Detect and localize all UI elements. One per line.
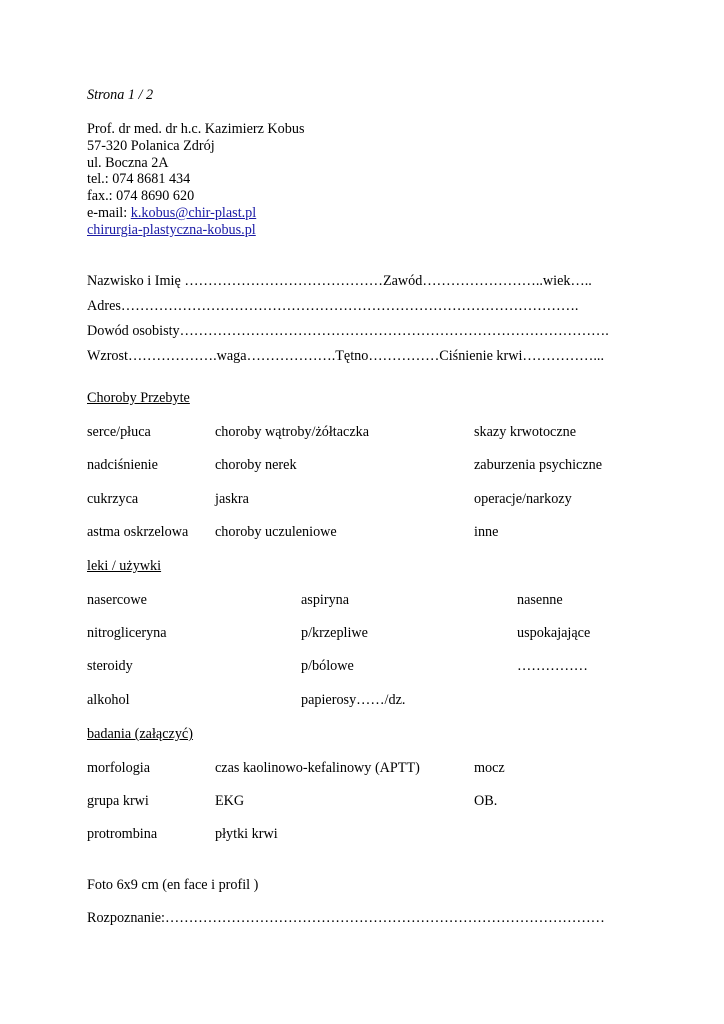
list-item: …………… xyxy=(517,658,588,674)
email-line xyxy=(87,205,256,222)
list-item: skazy krwotoczne xyxy=(474,424,577,440)
photo-requirement: Foto 6x9 cm (en face i profil ) xyxy=(87,877,259,893)
list-item: protrombina xyxy=(87,826,158,842)
list-item: nasenne xyxy=(517,592,563,608)
list-item: choroby uczuleniowe xyxy=(215,524,337,540)
list-item: operacje/narkozy xyxy=(474,491,572,507)
form-field-id[interactable]: Dowód osobisty………………………………………………………………………………. xyxy=(87,323,609,339)
list-item: aspiryna xyxy=(301,592,350,608)
list-item: nitrogliceryna xyxy=(87,625,167,641)
address-street: ul. Boczna 2A xyxy=(87,155,169,171)
list-item: choroby nerek xyxy=(215,457,297,473)
list-item: uspokajające xyxy=(517,625,591,641)
list-item: steroidy xyxy=(87,658,133,674)
list-item: nadciśnienie xyxy=(87,457,158,473)
page-number: Strona 1 / 2 xyxy=(87,87,154,103)
list-item: nasercowe xyxy=(87,592,147,608)
section-title-leki: leki / używki xyxy=(87,558,162,574)
list-item: zaburzenia psychiczne xyxy=(474,457,603,473)
list-item: alkohol xyxy=(87,692,130,708)
list-item: papierosy……/dz. xyxy=(301,692,406,708)
list-item: inne xyxy=(474,524,499,540)
list-item: p/bólowe xyxy=(301,658,354,674)
list-item: EKG xyxy=(215,793,245,809)
website-link[interactable]: chirurgia-plastyczna-kobus.pl xyxy=(87,222,256,238)
list-item: czas kaolinowo-kefalinowy (APTT) xyxy=(215,760,420,776)
list-item: grupa krwi xyxy=(87,793,149,809)
list-item: p/krzepliwe xyxy=(301,625,368,641)
form-field-vitals[interactable]: Wzrost……………….waga……………….Tętno……………Ciśnienie krwi……………... xyxy=(87,348,604,364)
list-item: astma oskrzelowa xyxy=(87,524,189,540)
list-item: jaskra xyxy=(215,491,249,507)
form-field-diagnosis[interactable]: Rozpoznanie:………………………………………………………………………………… xyxy=(87,910,605,926)
website-line xyxy=(87,222,256,239)
list-item: OB. xyxy=(474,793,498,809)
list-item: płytki krwi xyxy=(215,826,278,842)
phone-number: tel.: 074 8681 434 xyxy=(87,171,191,187)
section-title-choroby: Choroby Przebyte xyxy=(87,390,190,406)
list-item: cukrzyca xyxy=(87,491,139,507)
address-city: 57-320 Polanica Zdrój xyxy=(87,138,215,154)
doctor-name: Prof. dr med. dr h.c. Kazimierz Kobus xyxy=(87,121,305,137)
email-link[interactable]: k.kobus@chir-plast.pl xyxy=(130,205,257,221)
email-label: e-mail: xyxy=(87,205,131,221)
list-item: mocz xyxy=(474,760,505,776)
fax-number: fax.: 074 8690 620 xyxy=(87,188,195,204)
section-title-badania: badania (załączyć) xyxy=(87,726,193,742)
list-item: morfologia xyxy=(87,760,151,776)
form-field-address[interactable]: Adres……………………………………………………………………………………. xyxy=(87,298,579,314)
form-field-name[interactable]: Nazwisko i Imię ……………………………………Zawód……………………..wiek….. xyxy=(87,273,592,289)
list-item: serce/płuca xyxy=(87,424,151,440)
list-item: choroby wątroby/żółtaczka xyxy=(215,424,370,440)
